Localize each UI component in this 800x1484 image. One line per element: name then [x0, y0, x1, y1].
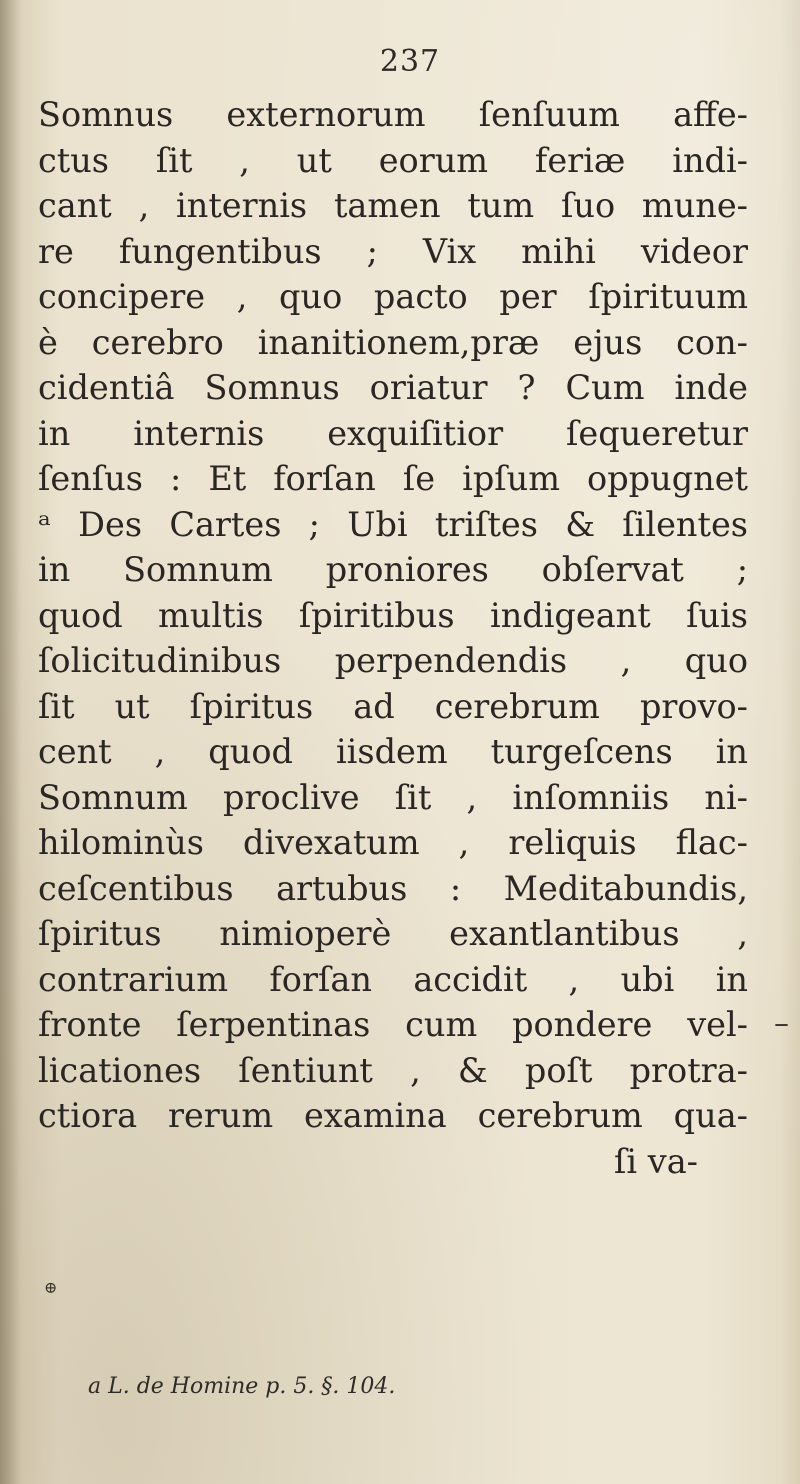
- text-line: ſolicitudinibus perpendendis , quo: [38, 641, 748, 680]
- text-line: ctus ſit , ut eorum feriæ indi-: [38, 140, 748, 180]
- text-line: fronte ſerpentinas cum pondere vel-: [38, 1005, 748, 1044]
- text-line: ſpiritus nimioperè exantlantibus ,: [38, 914, 748, 953]
- text-line: è cerebro inanitionem,præ ejus con-: [38, 322, 748, 362]
- text-line: Somnus externorum ſenſuum affe-: [38, 95, 748, 134]
- text-line: in Somnum proniores obſervat ;: [38, 550, 748, 589]
- text-line: re fungentibus ; Vix mihi videor: [38, 231, 748, 271]
- text-line: ctiora rerum examina cerebrum qua-: [38, 1096, 748, 1135]
- page-number: 237: [379, 44, 441, 79]
- stray-mark-left: ⊕: [44, 1278, 58, 1297]
- text-line: concipere , quo pacto per ſpirituum: [38, 277, 748, 316]
- text-line: cidentiâ Somnus oriatur ? Cum inde: [38, 368, 748, 407]
- text-line: cent , quod iisdem turgeſcens in: [38, 732, 748, 771]
- text-line: contrarium forſan accidit , ubi in: [38, 959, 748, 999]
- text-line: ſit ut ſpiritus ad cerebrum provo-: [38, 686, 748, 726]
- text-line: ſenſus : Et forſan ſe ipſum oppugnet: [38, 459, 748, 498]
- footnote: a L. de Homine p. 5. §. 104.: [88, 1374, 396, 1399]
- text-line: ceſcentibus artubus : Meditabundis,: [38, 868, 748, 908]
- body-text: [38, 92, 748, 1184]
- text-line: licationes ſentiunt , & poſt protra-: [38, 1050, 748, 1090]
- stray-mark-right: –: [774, 1006, 789, 1041]
- text-line: cant , internis tamen tum ſuo mune-: [38, 186, 748, 225]
- text-line: in internis exquiſitior ſequeretur: [38, 413, 748, 453]
- text-line: ᵃ Des Cartes ; Ubi triſtes & ſilentes: [38, 504, 748, 544]
- text-line: hilominùs divexatum , reliquis flac-: [38, 823, 748, 862]
- text-line: Somnum proclive ſit , inſomniis ni-: [38, 777, 748, 817]
- gutter-shadow: [0, 0, 22, 1484]
- text-line: quod multis ſpiritibus indigeant ſuis: [38, 595, 748, 635]
- catchword: ſi va-: [614, 1141, 698, 1181]
